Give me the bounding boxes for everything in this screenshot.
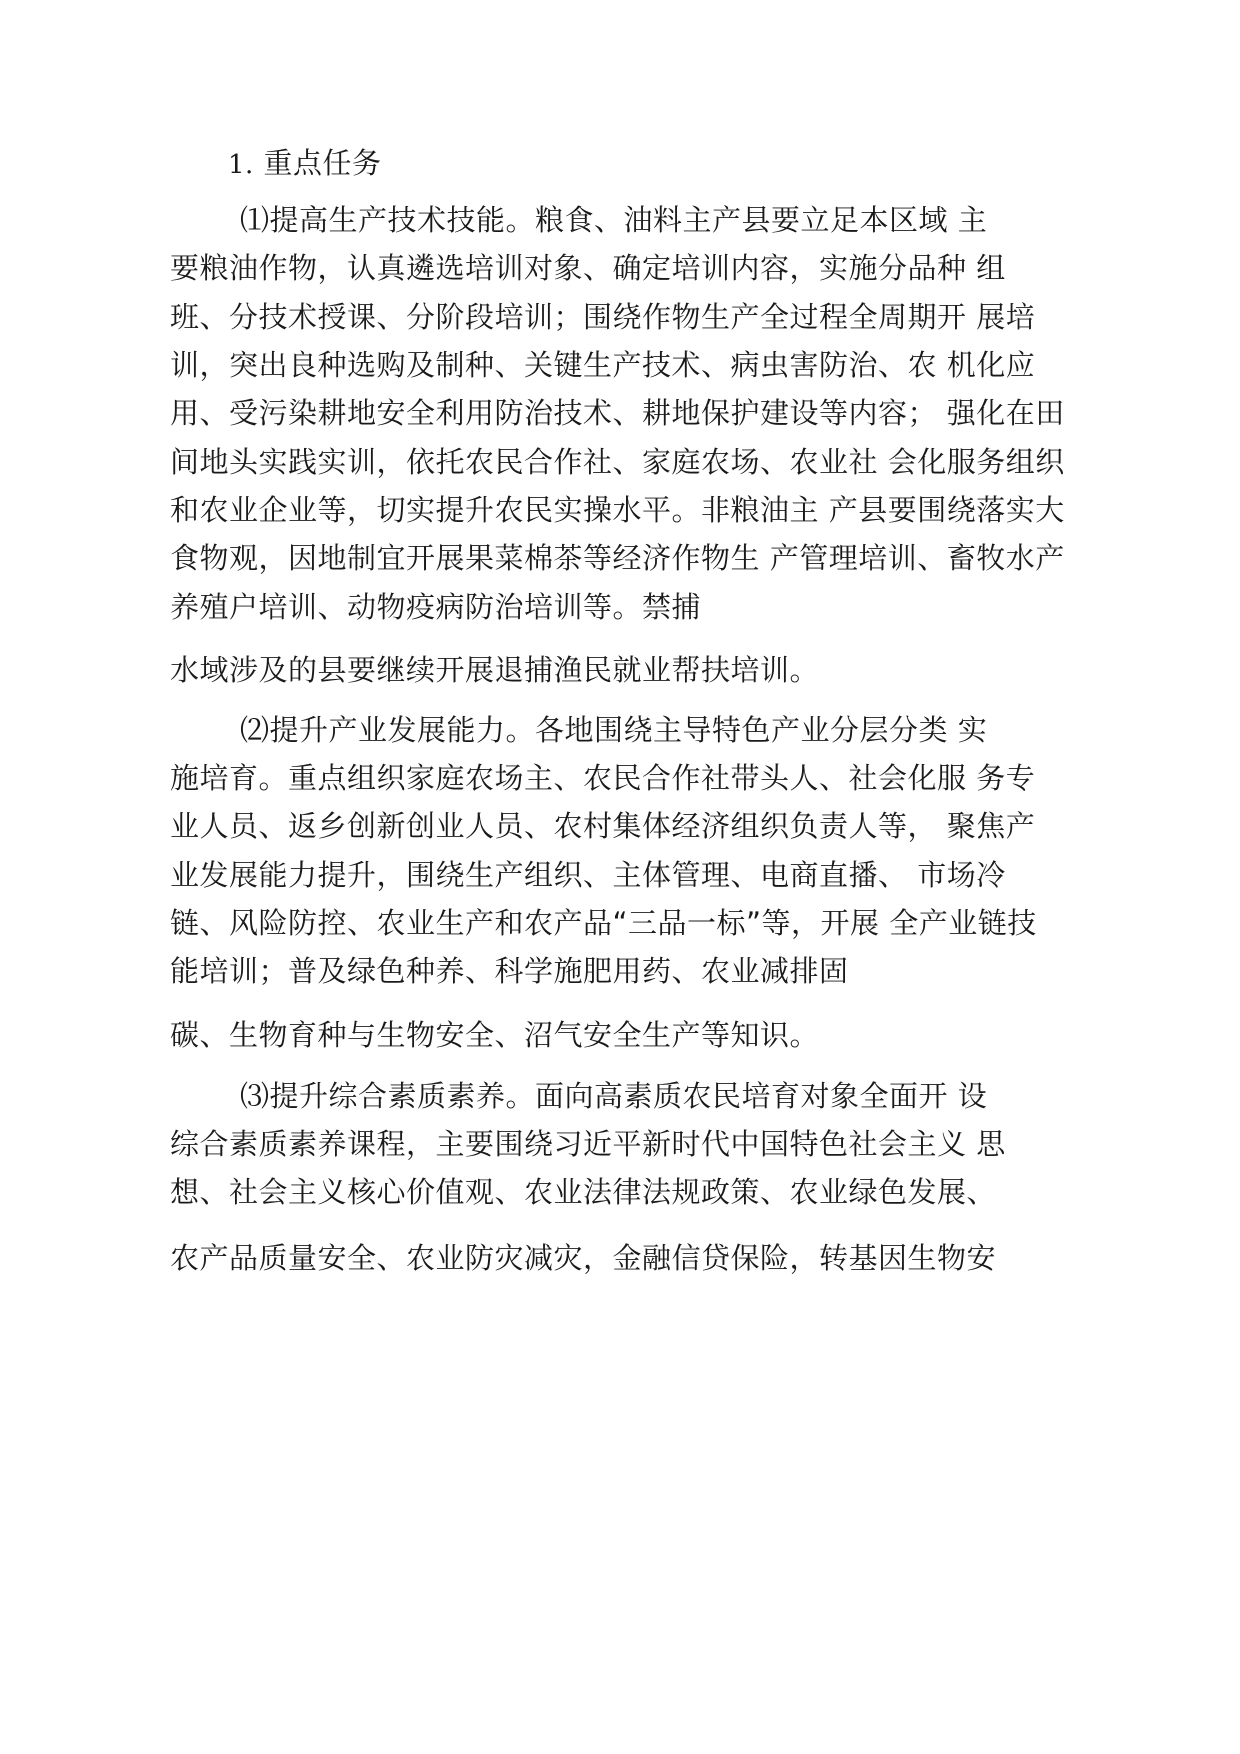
paragraph-1-line-9: 养殖户培训、动物疫病防治培训等。禁捕: [170, 590, 702, 624]
paragraph-1-line-1: ⑴提高生产技术技能。粮食、油料主产县要立足本区域 主: [240, 203, 988, 237]
paragraph-2-line-6: 能培训；普及绿色种养、科学施肥用药、农业减排固: [170, 954, 849, 988]
paragraph-1-line-4: 训，突出良种选购及制种、关键生产技术、病虫害防治、农 机化应: [170, 348, 1036, 382]
paragraph-3-line-2: 综合素质素养课程，主要围绕习近平新时代中国特色社会主义 思: [170, 1127, 1006, 1161]
paragraph-1-line-3: 班、分技术授课、分阶段培训；围绕作物生产全过程全周期开 展培: [170, 300, 1036, 334]
paragraph-1-line-2: 要粮油作物，认真遴选培训对象、确定培训内容，实施分品种 组: [170, 251, 1006, 285]
paragraph-2-line-4: 业发展能力提升，围绕生产组织、主体管理、电商直播、 市场冷: [170, 858, 1006, 892]
section-number: 1.: [228, 150, 254, 180]
paragraph-2-line-7: 碳、生物育种与生物安全、沼气安全生产等知识。: [170, 1018, 820, 1052]
paragraph-2-line-2: 施培育。重点组织家庭农场主、农民合作社带头人、社会化服 务专: [170, 761, 1036, 795]
paragraph-3-line-3: 想、社会主义核心价值观、农业法律法规政策、农业绿色发展、: [170, 1175, 997, 1209]
paragraph-3-line-1: ⑶提升综合素质素养。面向高素质农民培育对象全面开 设: [240, 1079, 988, 1113]
section-heading: [228, 143, 382, 185]
paragraph-1-line-7: 和农业企业等，切实提升农民实操水平。非粮油主 产县要围绕落实大: [170, 493, 1065, 527]
paragraph-2-line-5: 链、风险防控、农业生产和农产品“三品一标”等，开展 全产业链技: [170, 906, 1037, 940]
paragraph-1-line-5: 用、受污染耕地安全利用防治技术、耕地保护建设等内容； 强化在田: [170, 396, 1065, 430]
paragraph-3-line-4: 农产品质量安全、农业防灾减灾，金融信贷保险，转基因生物安: [170, 1241, 997, 1275]
paragraph-1-line-10: 水域涉及的县要继续开展退捕渔民就业帮扶培训。: [170, 653, 820, 687]
section-title: 重点任务: [263, 146, 382, 180]
paragraph-1-line-8: 食物观，因地制宜开展果菜棉茶等经济作物生 产管理培训、畜牧水产: [170, 541, 1065, 575]
paragraph-2-line-1: ⑵提升产业发展能力。各地围绕主导特色产业分层分类 实: [240, 713, 988, 747]
paragraph-2-line-3: 业人员、返乡创新创业人员、农村集体经济组织负责人等， 聚焦产: [170, 809, 1036, 843]
paragraph-1-line-6: 间地头实践实训，依托农民合作社、家庭农场、农业社 会化服务组织: [170, 445, 1065, 479]
